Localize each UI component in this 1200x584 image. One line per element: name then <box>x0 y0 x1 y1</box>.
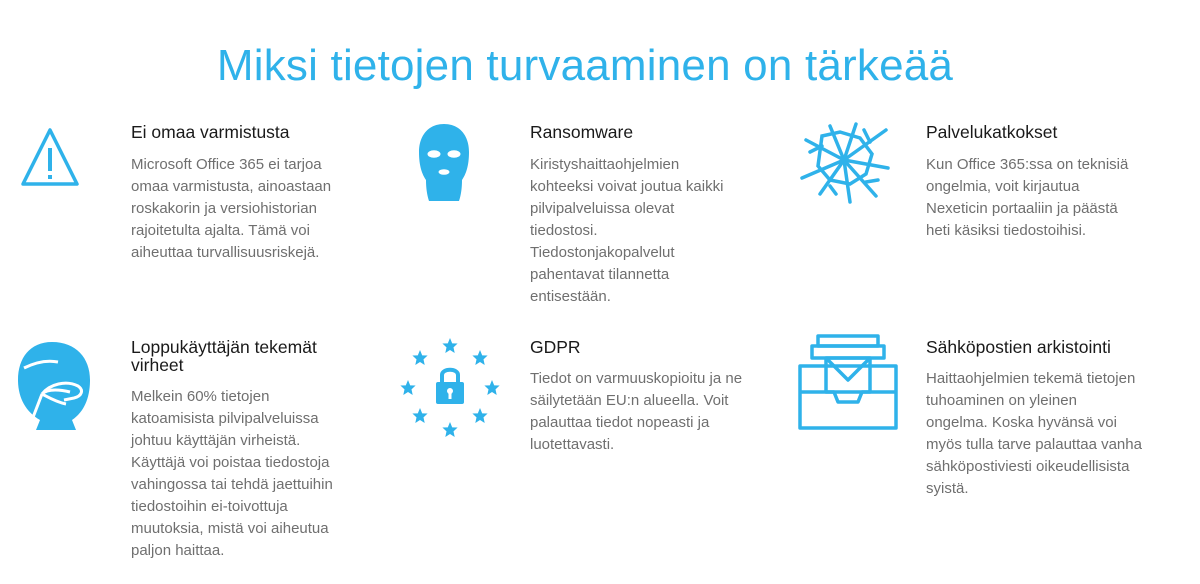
eu-stars-lock-icon <box>398 336 502 440</box>
page-title: Miksi tietojen turvaaminen on tärkeää <box>216 41 954 91</box>
card-heading: Palvelukatkokset <box>926 122 1058 142</box>
card-description: Microsoft Office 365 ei tarjoa omaa varmistusta, ainoastaan roskakorin ja versiohistorian rajoitetulta ajalta. Tämä voi aiheuttaa turvallisuusriskejä. <box>131 156 332 261</box>
facepalm-user-icon <box>12 340 96 430</box>
warning-triangle-icon <box>20 126 80 190</box>
card-heading: Loppukäyttäjän tekemät virheet <box>131 337 317 375</box>
card-heading: Ei omaa varmistusta <box>131 122 290 142</box>
card-heading: GDPR <box>530 337 581 357</box>
broken-glass-icon <box>800 122 890 204</box>
mail-archive-icon <box>796 332 900 432</box>
card-description: Melkein 60% tietojen katoamisista pilvipalveluissa johtuu käyttäjän virheistä. Käyttäjä voi poistaa tiedostoja vahingossa tai tehdä jaettuihin tiedostoihin ei-toivottuja muutoksia, mistä voi aiheutua paljon haittaa. <box>131 388 333 559</box>
card-heading: Sähköpostien arkistointi <box>926 337 1111 357</box>
card-description: Haittaohjelmien tekemä tietojen tuhoaminen on yleinen ongelma. Koska hyvänsä voi myös tulla tarve palauttaa vanha sähköpostiviesti oikeudellisista syistä. <box>926 370 1142 497</box>
card-description: Kun Office 365:ssa on teknisiä ongelmia, voit kirjautua Nexeticin portaaliin ja päästä heti käsiksi tiedostoihisi. <box>926 156 1129 239</box>
card-heading: Ransomware <box>530 122 634 142</box>
balaclava-mask-icon <box>416 122 472 204</box>
card-description: Kiristyshaittaohjelmien kohteeksi voivat joutua kaikki pilvipalveluissa olevat tiedostosi. Tiedostonjakopalvelut pahentavat tilannetta entisestään. <box>530 156 724 305</box>
card-description: Tiedot on varmuuskopioitu ja ne säilytetään EU:n alueella. Voit palauttaa tiedot nopeasti ja luotettavasti. <box>530 370 743 453</box>
